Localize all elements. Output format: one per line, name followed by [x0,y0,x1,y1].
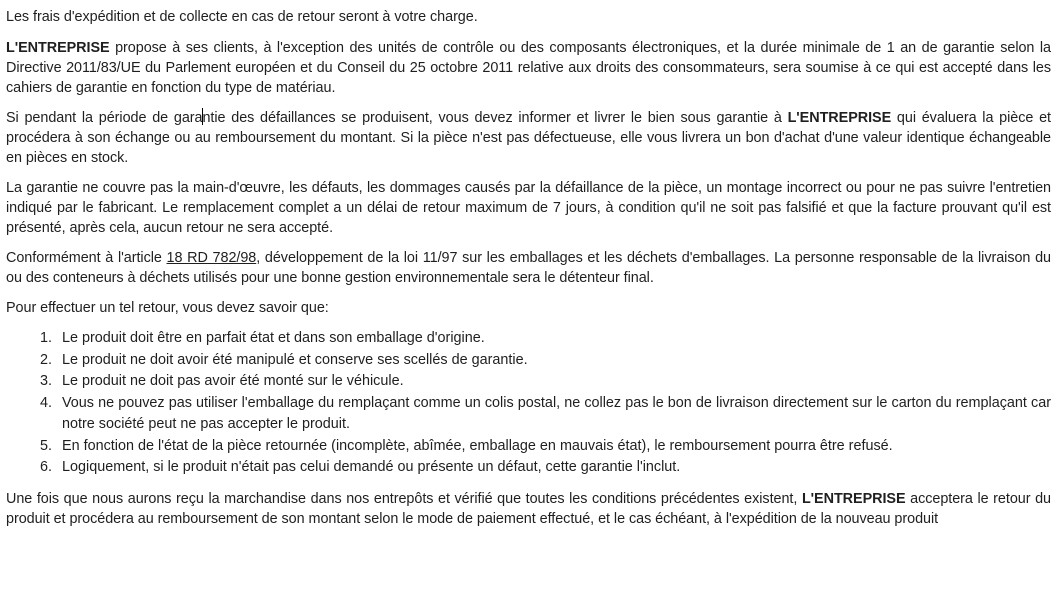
list-item [40,393,1051,436]
paragraph-text: Une fois que nous aurons reçu la marchandise dans nos entrepôts et vérifié que toutes les conditions précédentes existent, [6,490,802,507]
paragraph-text: qui évaluera la pièce et procédera à son échange ou au remboursement du montant. Si la pièce n'est pas défectueuse, elle vous livrera un bon d'achat d'une valeur identique échangeable en pièces en stock. [6,110,1051,166]
paragraph-return-intro: Pour effectuer un tel retour, vous devez savoir que: [6,300,329,316]
paragraph-text: ntie des défaillances se produisent, vous devez informer et livrer le bien sous garantie à [202,110,788,126]
list-number: 1. [40,330,53,346]
paragraph-text: Conformément à l'article [6,250,167,266]
list-item [40,371,1051,393]
paragraph-warranty-exclusions: La garantie ne couvre pas la main-d'œuvre, les défauts, les dommages causés par la défaillance de la pièce, un montage incorrect ou pour ne pas suivre l'entretien indiqué par le fabricant. Le remplacement complet a un délai de retour maximum de 7 jours, à condition qu'il ne soit pas falsifié et que la facture prouvant qu'il est présenté, après cela, aucun retour ne sera accepté. [6,180,1051,236]
paragraph-shipping-costs: Les frais d'expédition et de collecte en cas de retour seront à votre charge. [6,9,478,25]
paragraph-regulation [6,248,1051,288]
list-item [40,436,1051,458]
list-item-text: Le produit doit être en parfait état et dans son emballage d'origine. [62,330,485,346]
paragraph-text: acceptera le retour du produit et procédera au remboursement de son montant selon le mode de paiement effectué, et le cas échéant, à l'expédition de la nouveau produit [6,490,1051,527]
list-number: 4. [40,394,53,411]
company-name: L'ENTREPRISE [787,110,892,126]
list-item-text: Logiquement, si le produit n'était pas celui demandé ou présente un défaut, cette garantie l'inclut. [62,459,681,475]
list-item-text: Le produit ne doit pas avoir été monté sur le véhicule. [62,373,404,389]
article-link[interactable]: 18 RD 782/98 [166,250,257,266]
list-item-text: En fonction de l'état de la pièce retournée (incomplète, abîmée, emballage en mauvais état), le remboursement pourra être refusé. [62,437,893,454]
return-conditions-list [6,328,1051,479]
list-item [40,328,1051,350]
list-number: 5. [40,437,53,454]
company-name: L'ENTREPRISE [6,40,110,56]
list-number: 2. [40,351,53,368]
list-item [40,457,1051,479]
paragraph-warranty-failures [6,108,1051,168]
list-item [40,350,1051,372]
company-name: L'ENTREPRISE [801,490,906,507]
paragraph-warranty-offer [6,38,1051,98]
paragraph-text: propose à ses clients, à l'exception des unités de contrôle ou des composants électroniques, et la durée minimale de 1 an de garantie selon la Directive 2011/83/UE du Parlement européen et du Conseil du 25 octobre 2011 relative aux droits des consommateurs, sera soumise à ce qui est accepté dans les cahiers de garantie en fonction du type de matériau. [6,40,1051,96]
list-number: 6. [40,459,53,475]
list-item-text: Vous ne pouvez pas utiliser l'emballage du remplaçant comme un colis postal, ne collez pas le bon de livraison directement sur le carton du remplaçant car notre société peut ne pas accepter le produit. [62,394,1051,432]
paragraph-refund-process [6,489,1051,529]
list-item-text: Le produit ne doit avoir été manipulé et conserve ses scellés de garantie. [62,351,528,368]
paragraph-text: , développement de la loi 11/97 sur les emballages et les déchets d'emballages. La personne responsable de la livraison du ou des conteneurs à déchets utilisés pour une bonne gestion environnementale sera le détenteur final. [6,250,1051,286]
list-number: 3. [40,373,53,389]
paragraph-text: Si pendant la période de gara [6,110,203,126]
